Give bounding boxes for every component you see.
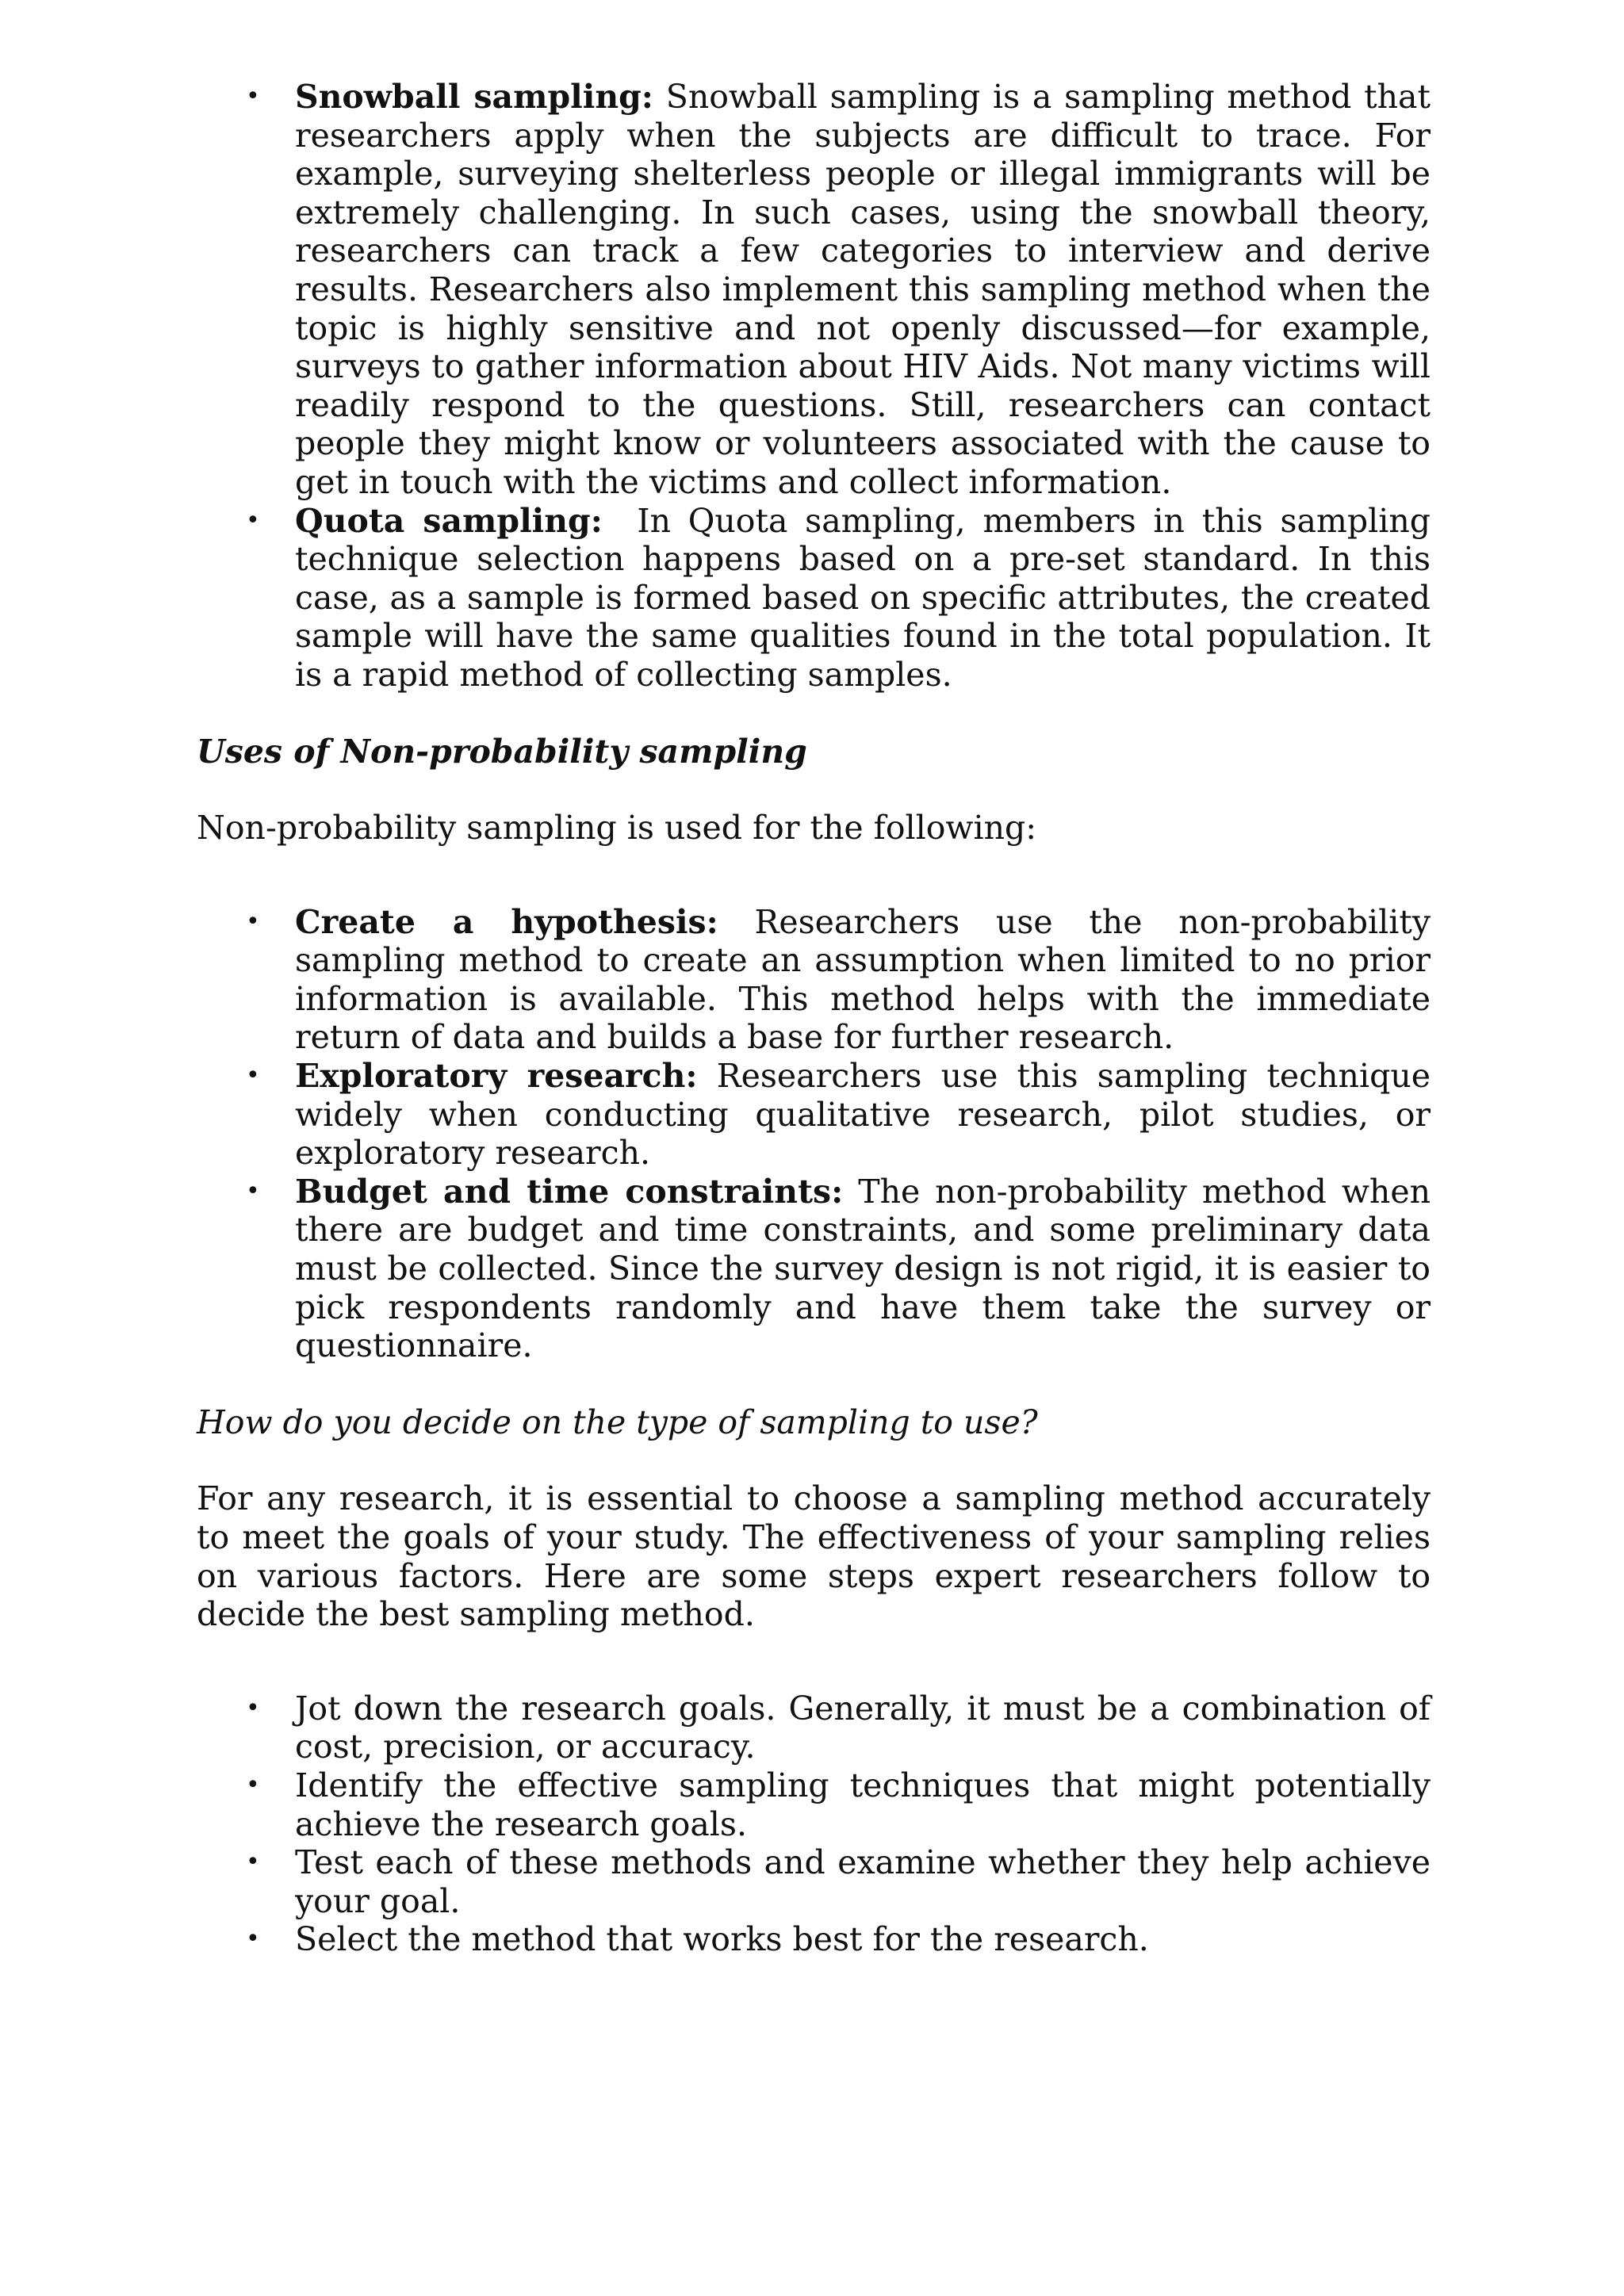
term-quota-sampling: Quota sampling: [295, 501, 603, 540]
sampling-methods-list [197, 78, 1431, 695]
definition-snowball-sampling: Snowball sampling is a sampling method that researchers apply when the subjects are difficult to trace. For example, surveying shelterless people or illegal immigrants will be extremely challenging. In such cases, using the snowball theory, researchers can track a few categories to interview and derive results. Researchers also implement this sampling method when the topic is highly sensitive and not openly discussed—for example, surveys to gather information about HIV Aids. Not many victims will readily respond to the questions. Still, researchers can contact people they might know or volunteers associated with the cause to get in touch with the victims and collect information. [295, 78, 1431, 501]
steps-list [197, 1689, 1431, 1959]
list-item-step-4: • Select the method that works best for the research. [197, 1920, 1431, 1959]
definition-create-hypothesis: Researchers use the non-probability sampling method to create an assumption when limited to no prior information is available. This method helps with the immediate return of data and builds a base for further research. [295, 902, 1431, 1057]
term-create-hypothesis: Create a hypothesis: [295, 902, 718, 941]
list-item-step-1: • Jot down the research goals. Generally, it must be a combination of cost, precision, or accuracy. [197, 1689, 1431, 1766]
spacer [197, 695, 1431, 733]
list-item-exploratory-research [197, 1057, 1431, 1173]
spacer [197, 1634, 1431, 1689]
list-item-quota-sampling [197, 502, 1431, 695]
spacer [197, 848, 1431, 903]
term-exploratory-research: Exploratory research: [295, 1057, 698, 1096]
uses-heading: Uses of Non-probability sampling [197, 732, 807, 771]
definition-quota-sampling: In Quota sampling, members in this sampling technique selection happens based on a pre-set standard. In this case, as a sample is formed based on specific attributes, the created sample will have the same qualities found in the total population. It is a rapid method of collecting samples. [295, 501, 1431, 694]
spacer [197, 1365, 1431, 1403]
list-item-budget-time-constraints [197, 1173, 1431, 1365]
list-item-step-2: • Identify the effective sampling techniques that might potentially achieve the research goals. [197, 1766, 1431, 1843]
spacer [197, 771, 1431, 809]
uses-list [197, 903, 1431, 1365]
definition-exploratory-research: Researchers use this sampling technique widely when conducting qualitative research, pilot studies, or exploratory research. [295, 1057, 1431, 1173]
list-item-step-3: • Test each of these methods and examine whether they help achieve your goal. [197, 1843, 1431, 1920]
list-item-create-hypothesis [197, 903, 1431, 1057]
uses-intro: Non-probability sampling is used for the following: [197, 809, 1037, 848]
decide-heading: How do you decide on the type of sampling to use? [197, 1402, 1038, 1441]
page-content [197, 78, 1431, 1959]
term-snowball-sampling: Snowball sampling: [295, 78, 653, 116]
spacer [197, 1441, 1431, 1479]
decide-paragraph: For any research, it is essential to choose a sampling method accurately to meet the goals of your study. The effectiveness of your sampling relies on various factors. Here are some steps expert researchers follow to decide the best sampling method. [197, 1479, 1431, 1634]
list-item-snowball-sampling [197, 78, 1431, 502]
term-budget-time-constraints: Budget and time constraints: [295, 1172, 844, 1211]
definition-budget-time-constraints: The non-probability method when there are budget and time constraints, and some preliminary data must be collected. Since the survey design is not rigid, it is easier to pick respondents randomly and have them take the survey or questionnaire. [295, 1172, 1431, 1365]
